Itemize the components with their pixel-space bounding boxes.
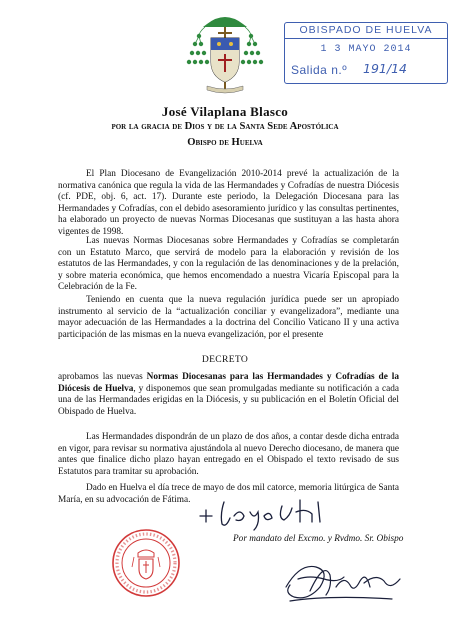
coat-of-arms-emblem [185, 8, 265, 96]
paragraph-1: El Plan Diocesano de Evangelización 2010-2014 prevé la actualización de la normativa canónica que regula la vida de las Hermandades y Cofradías de nuestra Diócesis (cf. PDE, obj. 6, act. 17). Durante este periodo, la Delegación Diocesana para las Hermandades y Cofradías, con el debido asesoramiento jurídico y las consultas pertinentes, ha elaborado un proyecto de nuevas Normas Diocesanas que sustituyan a las hasta ahora vigentes de 1998. [58, 169, 399, 237]
diocesan-seal [110, 527, 182, 599]
paragraph-2: Las nuevas Normas Diocesanas sobre Hermandades y Cofradías se completarán con un Estatuto Marco, que servirá de modelo para la elaboración y revisión de los estatutos de las Hermandades, y con la regulación de las denominaciones y de la prelación, y sobre materia económica, que hemos encomendado a nuestra Vicaría Episcopal para la Celebración de la Fe. [58, 236, 399, 293]
bishop-name: José Vilaplana Blasco [161, 104, 289, 119]
paragraph-4-bold: Normas Diocesanas para las Hermandades y Cofradías de la Diócesis de Huelva [58, 372, 399, 394]
heading-line-3: Obispo de Huelva [187, 137, 263, 148]
mandate-line: Por mandato del Excmo. y Rvdmo. Sr. Obispo [233, 534, 404, 544]
stamp-salida-label: Salida n.º [291, 63, 348, 77]
heading-line-2: por la gracia de Dios y de la Santa Sede Apostólica [111, 121, 339, 132]
paragraph-4-start: aprobamos las nuevas [58, 372, 147, 382]
stamp-date: 1 3 MAYO 2014 [320, 44, 412, 55]
registry-stamp [284, 22, 448, 84]
bishop-signature [280, 557, 404, 607]
chancellor-signature [196, 494, 336, 532]
decree-heading: DECRETO [201, 354, 249, 365]
stamp-salida-number: 191/14 [363, 61, 407, 76]
paragraph-4-end: , y disponemos que sean promulgadas mediante su notificación a cada una de las Hermandades erigidas en la Diócesis, y su publicación en el Boletín Oficial del Obispado de Huelva. [58, 383, 400, 417]
paragraph-3: Teniendo en cuenta que la nueva regulación jurídica puede ser un apropiado instrumento al servicio de la “actualización conciliar y evangelizadora”, mediante una mayor adecuación de las Hermandades a la doctrina del Concilio Vaticano II y una activa participación de las mismas en la nueva evangelización, por el presente [58, 295, 399, 340]
paragraph-6: Dado en Huelva el día trece de mayo de dos mil catorce, memoria litúrgica de Santa María, en su advocación de Fátima. [58, 483, 399, 505]
stamp-title: OBISPADO DE HUELVA [285, 23, 447, 39]
paragraph-4 [58, 372, 399, 418]
paragraph-5: Las Hermandades dispondrán de un plazo de dos años, a contar desde dicha entrada en vigor, para revisar su normativa ajustándola al nuevo Derecho diocesano, de manera que antes que finalice dicho plazo hayan entregado en el Obispado el texto revisado de sus Estatutos para tramitar su aprobación. [58, 432, 399, 477]
